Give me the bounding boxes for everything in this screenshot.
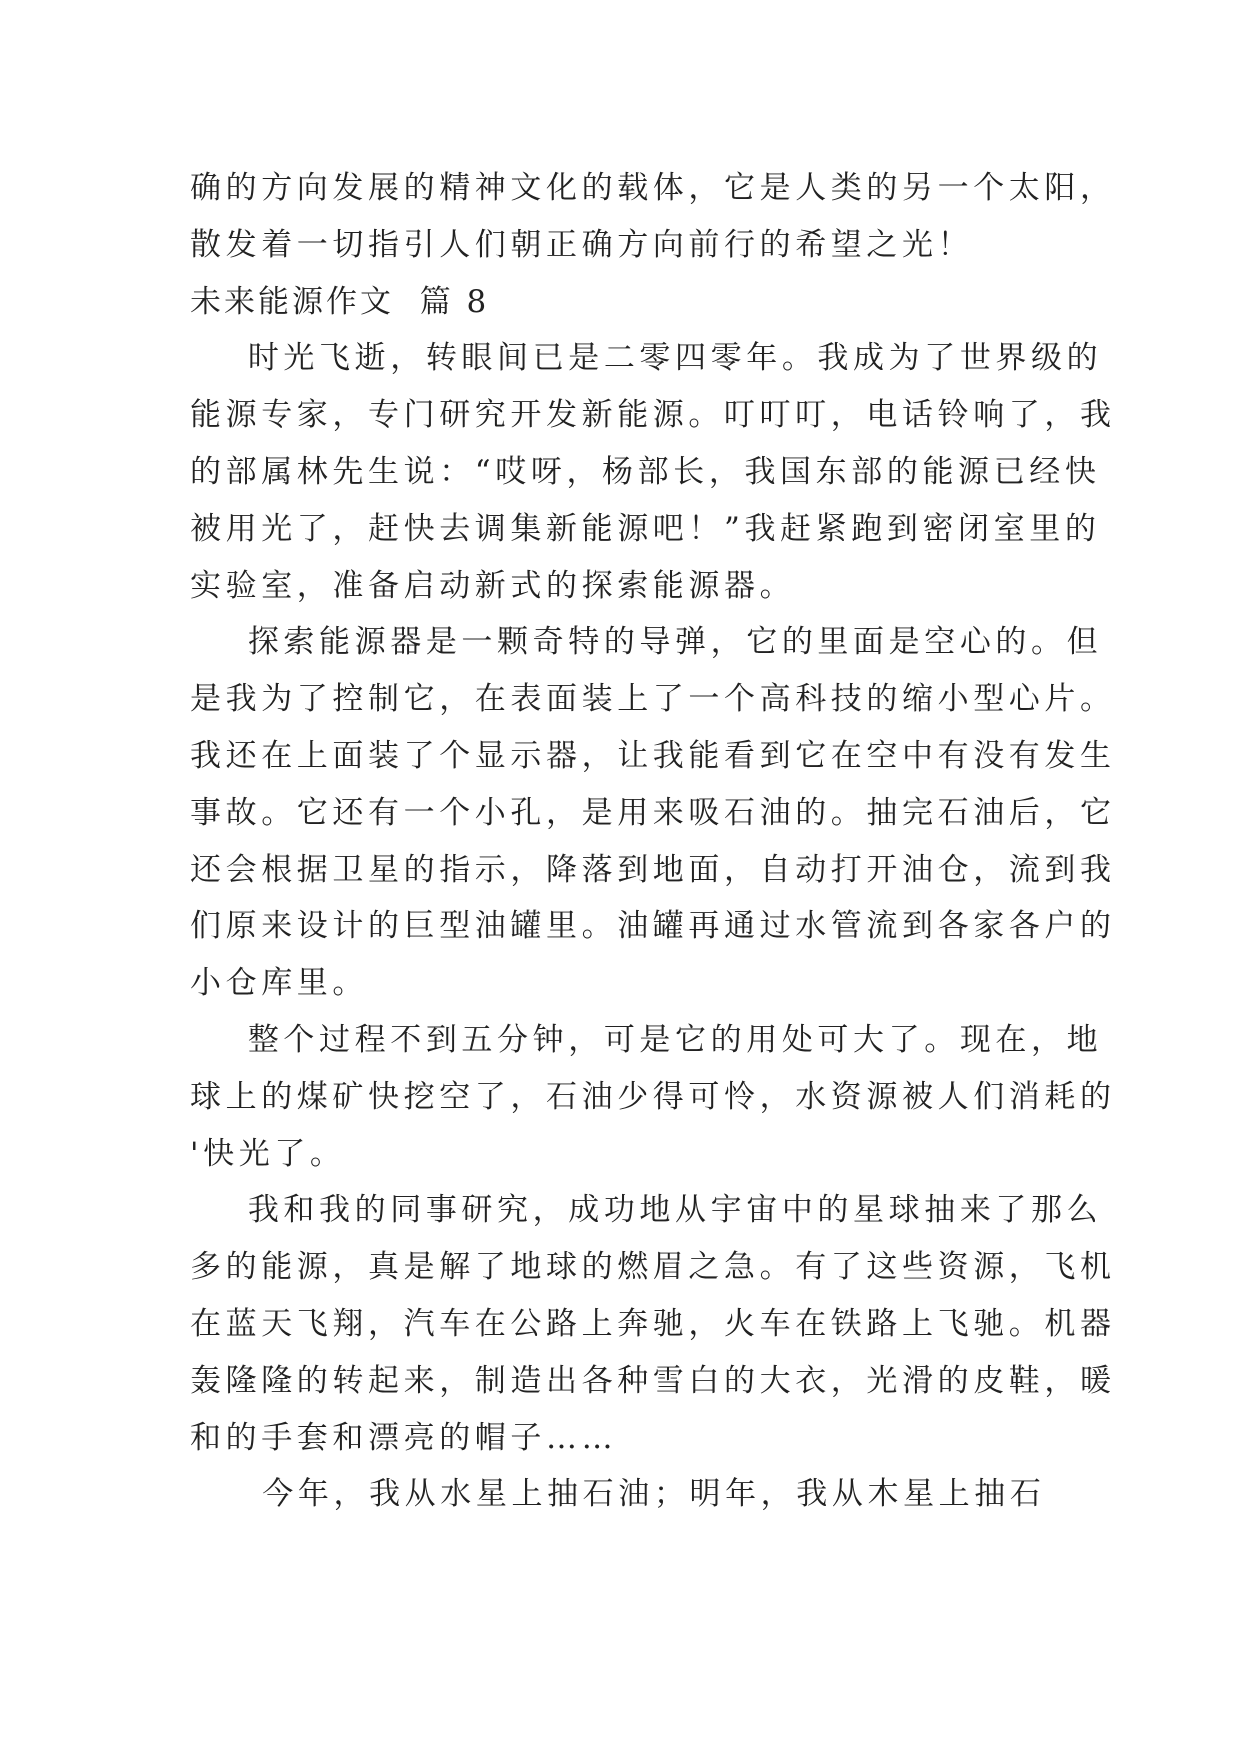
section-heading: 未来能源作文 篇 8 bbox=[190, 283, 490, 320]
text-line: 事故。它还有一个小孔，是用来吸石油的。抽完石油后，它 bbox=[190, 794, 1116, 831]
text-line: 我还在上面装了个显示器，让我能看到它在空中有没有发生 bbox=[190, 737, 1116, 774]
text-line: 轰隆隆的转起来，制造出各种雪白的大衣，光滑的皮鞋，暖 bbox=[190, 1362, 1116, 1399]
text-line: 是我为了控制它，在表面装上了一个高科技的缩小型心片。 bbox=[190, 681, 1116, 718]
text-line: '快光了。 bbox=[190, 1135, 346, 1172]
text-line: 时光飞逝，转眼间已是二零四零年。我成为了世界级的 bbox=[190, 340, 1103, 377]
text-line: 今年，我从水星上抽石油；明年，我从木星上抽石 bbox=[190, 1476, 1046, 1513]
text-line: 在蓝天飞翔，汽车在公路上奔驰，火车在铁路上飞驰。机器 bbox=[190, 1305, 1116, 1342]
text-line: 和的手套和漂亮的帽子…… bbox=[190, 1419, 618, 1456]
text-line: 小仓库里。 bbox=[190, 965, 368, 1002]
text-line: 被用光了，赶快去调集新能源吧！”我赶紧跑到密闭室里的 bbox=[190, 510, 1101, 547]
text-line: 探索能源器是一颗奇特的导弹，它的里面是空心的。但 bbox=[190, 624, 1103, 661]
text-line: 整个过程不到五分钟，可是它的用处可大了。现在，地 bbox=[190, 1021, 1103, 1058]
text-line: 的部属林先生说：“哎呀，杨部长，我国东部的能源已经快 bbox=[190, 453, 1101, 490]
text-line: 能源专家，专门研究开发新能源。叮叮叮，电话铃响了，我 bbox=[190, 397, 1116, 434]
text-line: 还会根据卫星的指示，降落到地面，自动打开油仓，流到我 bbox=[190, 851, 1116, 888]
text-line: 们原来设计的巨型油罐里。油罐再通过水管流到各家各户的 bbox=[190, 908, 1116, 945]
text-line: 球上的煤矿快挖空了，石油少得可怜，水资源被人们消耗的 bbox=[190, 1078, 1116, 1115]
text-line: 实验室，准备启动新式的探索能源器。 bbox=[190, 567, 796, 604]
text-line: 多的能源，真是解了地球的燃眉之急。有了这些资源，飞机 bbox=[190, 1249, 1116, 1286]
text-line: 散发着一切指引人们朝正确方向前行的希望之光！ bbox=[190, 226, 974, 263]
document-body bbox=[190, 160, 1116, 1523]
text-line: 确的方向发展的精神文化的载体，它是人类的另一个太阳， bbox=[190, 170, 1116, 206]
text-line: 我和我的同事研究，成功地从宇宙中的星球抽来了那么 bbox=[190, 1192, 1103, 1229]
